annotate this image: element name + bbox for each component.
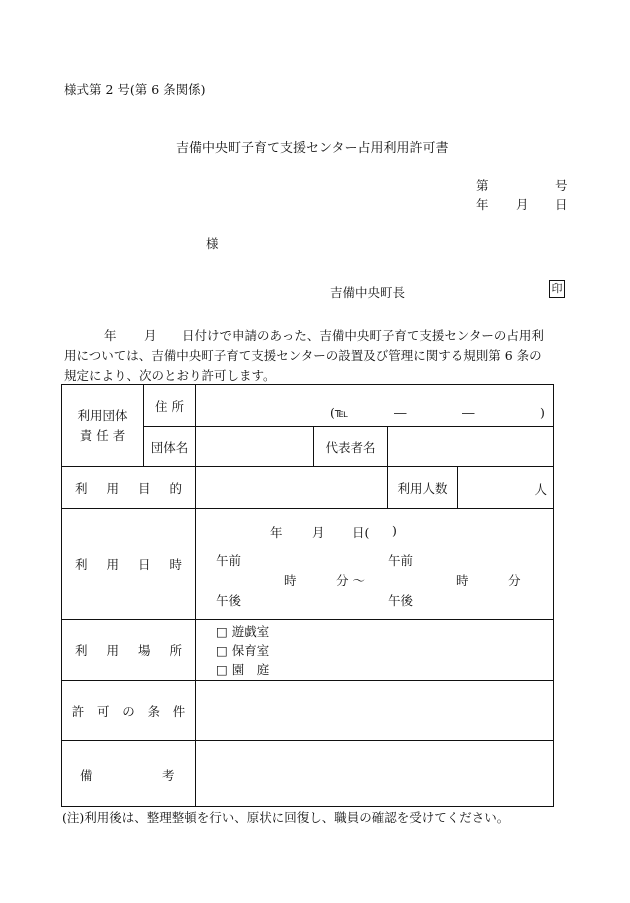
footer-note: (注)利用後は、整理整頓を行い、原状に回復し、職員の確認を受けてください。 [62, 810, 510, 825]
purpose-label: 利 用 目 的 [62, 467, 196, 509]
group-name-field[interactable] [196, 427, 314, 467]
place-option-playroom[interactable]: □ 遊戯室 [216, 624, 270, 639]
responsible-label-cell [62, 385, 144, 467]
tel-open: (℡ [330, 405, 349, 420]
body-year: 年 [104, 328, 117, 343]
body-line-2: 用については、吉備中央町子育て支援センターの設置及び管理に関する規則第 6 条の [64, 348, 542, 363]
hour-end: 時 [456, 573, 469, 588]
representative-field[interactable] [388, 427, 554, 467]
remarks-label-2: 考 [162, 768, 175, 783]
representative-label: 代表者名 [314, 427, 388, 467]
dt-year: 年 [270, 525, 283, 540]
responsible-label-2: 責 任 者 [79, 427, 126, 443]
place-label: 利 用 場 所 [62, 620, 196, 681]
address-field[interactable] [196, 385, 554, 427]
document-title: 吉備中央町子育て支援センター占用利用許可書 [176, 141, 449, 156]
form-number: 様式第 2 号(第 6 条関係) [64, 82, 206, 97]
pm-end: 午後 [388, 593, 414, 608]
count-label: 利用人数 [388, 467, 458, 509]
minute-end: 分 [508, 573, 521, 588]
number-suffix: 号 [555, 178, 568, 193]
date-year: 年 [476, 197, 489, 212]
addressee-suffix: 様 [206, 236, 219, 251]
tel-dash-2: ― [462, 405, 475, 420]
address-label: 住 所 [144, 385, 196, 427]
date-month: 月 [516, 197, 529, 212]
permit-table [61, 384, 554, 807]
number-prefix: 第 [476, 178, 489, 193]
tel-close: ) [540, 405, 545, 420]
am-start: 午前 [216, 553, 242, 568]
dt-day: 日( [352, 525, 370, 540]
body-line-1: 日付けで申請のあった、吉備中央町子育て支援センターの占用利 [182, 328, 544, 343]
conditions-field[interactable] [196, 681, 554, 741]
dt-close: ) [392, 523, 397, 538]
remarks-field[interactable] [196, 741, 554, 807]
minute-start: 分 〜 [336, 573, 365, 588]
issuer-name: 吉備中央町長 [330, 285, 406, 300]
am-end: 午前 [388, 553, 414, 568]
remarks-label-1: 備 [80, 768, 93, 783]
hour-start: 時 [284, 573, 297, 588]
pm-start: 午後 [216, 593, 242, 608]
remarks-label-cell [62, 741, 196, 807]
responsible-label-1: 利用団体 [77, 407, 128, 423]
dt-month: 月 [312, 525, 325, 540]
date-day: 日 [555, 197, 568, 212]
group-name-label: 団体名 [144, 427, 196, 467]
body-month: 月 [144, 328, 157, 343]
count-unit: 人 [534, 482, 547, 497]
purpose-field[interactable] [196, 467, 388, 509]
tel-dash-1: ― [394, 405, 407, 420]
count-field[interactable] [458, 467, 554, 509]
seal-mark: 印 [549, 280, 565, 298]
datetime-field[interactable] [196, 509, 554, 620]
datetime-label: 利 用 日 時 [62, 509, 196, 620]
place-option-garden[interactable]: □ 園 庭 [216, 662, 270, 677]
place-option-nursery[interactable]: □ 保育室 [216, 643, 270, 658]
body-line-3: 規定により、次のとおり許可します。 [64, 368, 276, 383]
conditions-label: 許 可 の 条 件 [62, 681, 196, 741]
place-options [196, 620, 554, 681]
